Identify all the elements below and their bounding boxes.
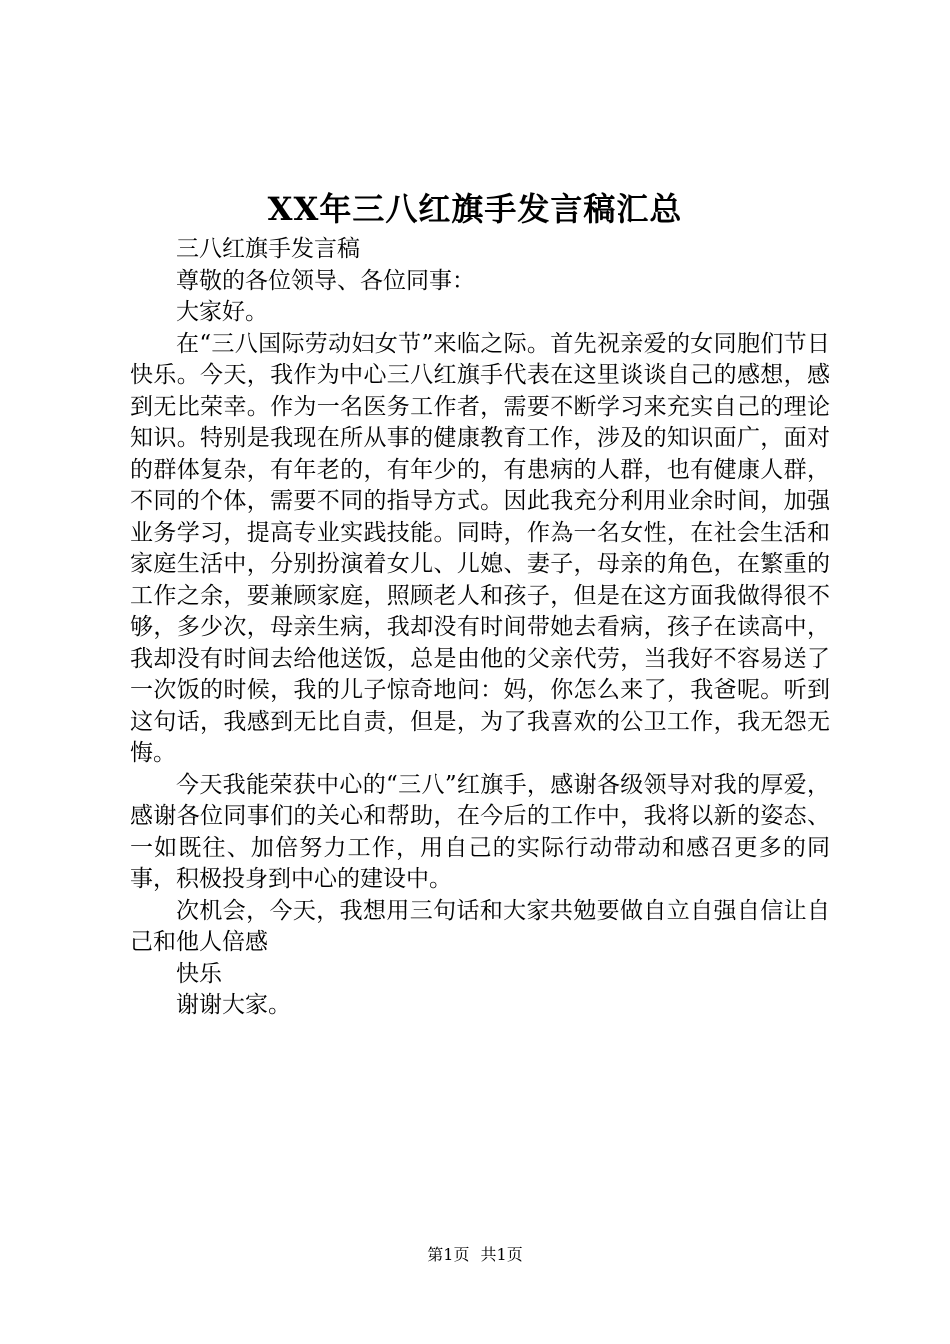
paragraph-greeting: 大家好。 [176, 299, 268, 325]
paragraph-encouragement: 次机会，今天，我想用三句话和大家共勉要做自立自强自信让自己和他人倍感 [130, 897, 830, 955]
paragraph-thanks: 今天我能荣获中心的“三八”红旗手，感谢各级领导对我的厚爱，感谢各位同事们的关心和帮助，在今后的工作中，我将以新的姿态、一如既往、加倍努力工作，用自己的实际行动带动和感召更多的同事，积极投身到中心的建设中。 [130, 771, 830, 892]
paragraph-salutation: 尊敬的各位领导、各位同事： [176, 267, 475, 294]
paragraph-heading: 三八红旗手发言稿 [176, 236, 360, 262]
page-number-current: 第1页 [427, 1245, 470, 1264]
paragraph-closing: 谢谢大家。 [176, 992, 291, 1018]
paragraph-main: 在“三八国际劳动妇女节”来临之际。首先祝亲爱的女同胞们节日快乐。今天，我作为中心三八红旗手代表在这里谈谈自己的感想，感到无比荣幸。作为一名医务工作者，需要不断学习来充实自己的理论知识。特别是我现在所从事的健康教育工作，涉及的知识面广，面对的群体复杂，有年老的，有年少的，有患病的人群，也有健康人群，不同的个体，需要不同的指导方式。因此我充分利用业余时间，加强业务学习，提高专业实践技能。同時，作為一名女性，在社会生活和家庭生活中，分别扮演着女儿、儿媳、妻子，母亲的角色，在繁重的工作之余，要兼顾家庭，照顾老人和孩子，但是在这方面我做得很不够，多少次，母亲生病，我却没有时间带她去看病，孩子在读高中，我却没有时间去给他送饭，总是由他的父亲代劳，当我好不容易送了一次饭的时候，我的儿子惊奇地问：妈，你怎么来了，我爸呢。听到这句话，我感到无比自责，但是，为了我喜欢的公卫工作，我无怨无悔。 [130, 330, 830, 766]
page-footer [0, 1244, 950, 1266]
paragraph-happy: 快乐 [176, 960, 222, 987]
page-number-total: 共1页 [480, 1245, 523, 1264]
document-body [130, 234, 830, 1022]
document-title: XX年三八红旗手发言稿汇总 [267, 190, 683, 228]
